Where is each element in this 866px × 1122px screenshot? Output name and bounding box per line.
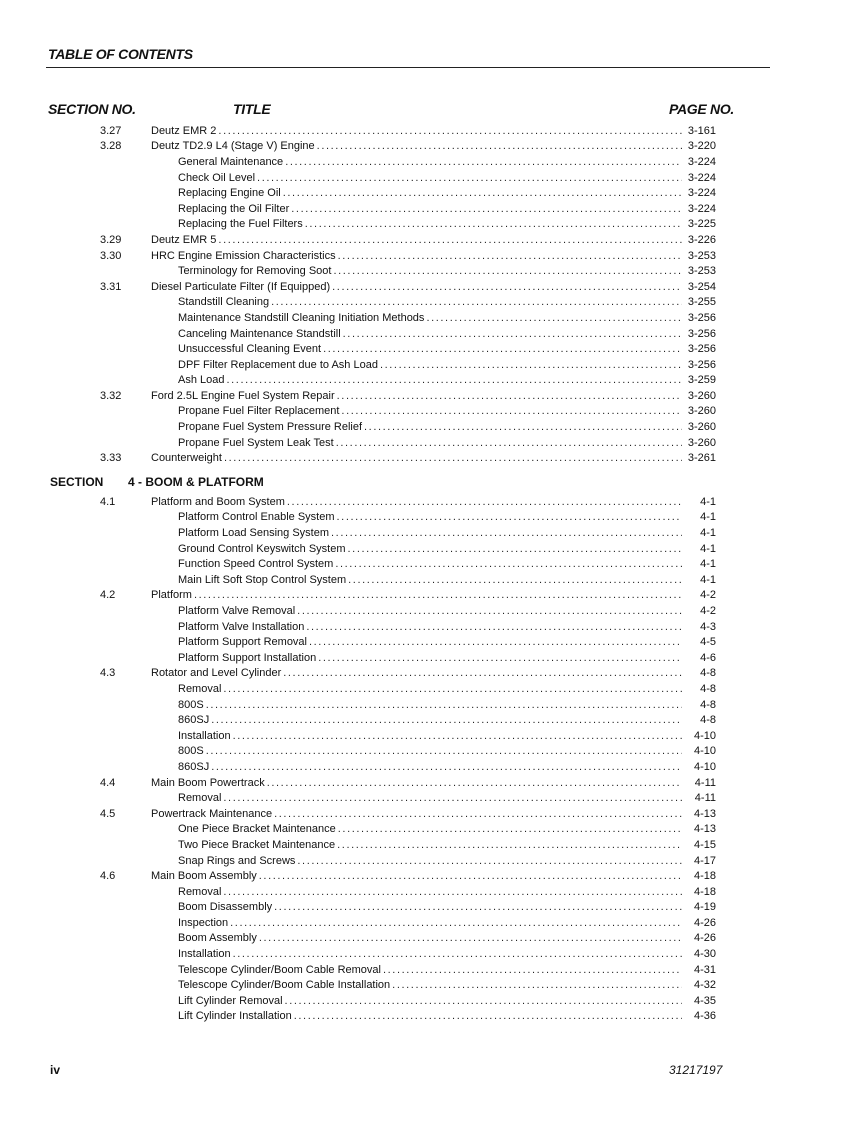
toc-entry-number: 3.33	[100, 452, 122, 465]
toc-entry-title: Boom Assembly	[178, 932, 257, 945]
toc-entry-title: Propane Fuel Filter Replacement	[178, 405, 340, 418]
dot-leader	[341, 404, 682, 420]
toc-entry-number: 3.28	[100, 140, 122, 153]
dot-leader	[323, 342, 682, 358]
toc-entry[interactable]	[0, 233, 866, 249]
toc-entry-title: Boom Disassembly	[178, 901, 273, 914]
toc-entry-number: 3.30	[100, 249, 122, 262]
toc-entry-page: 4-31	[693, 963, 716, 976]
dot-leader	[211, 713, 682, 729]
dot-leader	[392, 978, 682, 994]
dot-leader	[283, 666, 682, 682]
toc-entry[interactable]	[0, 916, 866, 932]
toc-entry[interactable]	[0, 358, 866, 374]
toc-entry-title: Deutz EMR 5	[151, 233, 217, 246]
toc-entry-page: 4-1	[700, 558, 716, 571]
dot-leader	[259, 931, 682, 947]
section-heading-label: SECTION	[50, 474, 104, 489]
toc-entry-page: 3-224	[687, 171, 716, 184]
toc-entry-page: 4-10	[693, 729, 716, 742]
dot-leader	[226, 373, 682, 389]
toc-entry-title: 800S	[178, 698, 204, 711]
toc-entry[interactable]	[0, 311, 866, 327]
toc-entry-title: 860SJ	[178, 760, 210, 773]
toc-entry-title: Platform Control Enable System	[178, 511, 335, 524]
toc-entry-page: 4-1	[700, 542, 716, 555]
toc-entry-title: Platform	[151, 589, 192, 602]
dot-leader	[274, 900, 682, 916]
toc-entry-title: One Piece Bracket Maintenance	[178, 823, 336, 836]
toc-entry-page: 4-26	[693, 932, 716, 945]
toc-entry-title: Terminology for Removing Soot	[178, 265, 332, 278]
toc-entry-page: 4-13	[693, 807, 716, 820]
toc-entry-page: 3-226	[687, 233, 716, 246]
column-header-page-no: PAGE NO.	[669, 101, 735, 117]
toc-entry-title: Ground Control Keyswitch System	[178, 542, 346, 555]
toc-entry[interactable]	[0, 389, 866, 405]
toc-entry-page: 4-1	[700, 495, 716, 508]
dot-leader	[331, 526, 682, 542]
toc-entry-page: 4-15	[693, 838, 716, 851]
dot-leader	[426, 311, 682, 327]
toc-entry[interactable]	[0, 620, 866, 636]
toc-entry-title: DPF Filter Replacement due to Ash Load	[178, 358, 378, 371]
toc-entry-title: Rotator and Level Cylinder	[151, 667, 282, 680]
dot-leader	[233, 947, 682, 963]
toc-entry-title: Platform Load Sensing System	[178, 527, 330, 540]
toc-entry-page: 3-224	[687, 155, 716, 168]
dot-leader	[337, 838, 682, 854]
toc-entry-title: Maintenance Standstill Cleaning Initiation Methods	[178, 311, 425, 324]
dot-leader	[336, 436, 682, 452]
dot-leader	[343, 327, 682, 343]
dot-leader	[297, 604, 682, 620]
dot-leader	[297, 854, 682, 870]
dot-leader	[259, 869, 682, 885]
toc-entries	[0, 124, 866, 1025]
dot-leader	[206, 744, 682, 760]
dot-leader	[271, 295, 682, 311]
toc-entry-title: Counterweight	[151, 452, 222, 465]
toc-entry-title: General Maintenance	[178, 155, 284, 168]
toc-entry-title: Ford 2.5L Engine Fuel System Repair	[151, 389, 335, 402]
toc-entry[interactable]	[0, 978, 866, 994]
toc-entry[interactable]	[0, 295, 866, 311]
dot-leader	[283, 186, 682, 202]
dot-leader	[348, 542, 682, 558]
toc-entry-page: 4-26	[693, 916, 716, 929]
dot-leader	[294, 1009, 682, 1025]
toc-entry-page: 3-253	[687, 249, 716, 262]
toc-entry[interactable]	[0, 838, 866, 854]
toc-entry-title: Installation	[178, 729, 231, 742]
dot-leader	[348, 573, 682, 589]
toc-entry[interactable]	[0, 510, 866, 526]
toc-entry-page: 4-6	[700, 651, 716, 664]
page-title: TABLE OF CONTENTS	[48, 46, 193, 62]
toc-entry-page: 3-254	[687, 280, 716, 293]
toc-entry[interactable]	[0, 651, 866, 667]
toc-entry-page: 3-256	[687, 327, 716, 340]
toc-entry-title: Lift Cylinder Installation	[178, 1010, 292, 1023]
toc-entry[interactable]	[0, 186, 866, 202]
toc-entry-page: 4-11	[694, 776, 716, 789]
toc-entry-page: 3-225	[687, 218, 716, 231]
toc-entry-page: 4-1	[700, 511, 716, 524]
toc-entry[interactable]	[0, 124, 866, 140]
toc-entry-number: 4.4	[100, 776, 116, 789]
toc-entry-number: 4.2	[100, 589, 116, 602]
toc-entry-title: Telescope Cylinder/Boom Cable Installation	[178, 979, 391, 992]
toc-entry-page: 4-2	[700, 605, 716, 618]
toc-entry-number: 3.29	[100, 233, 122, 246]
toc-entry-number: 4.5	[100, 807, 116, 820]
toc-entry-page: 4-2	[700, 589, 716, 602]
toc-entry-page: 4-10	[693, 745, 716, 758]
toc-entry-page: 3-260	[687, 389, 716, 402]
toc-entry-page: 4-3	[700, 620, 716, 633]
toc-entry[interactable]	[0, 557, 866, 573]
toc-entry[interactable]	[0, 217, 866, 233]
toc-entry-title: Two Piece Bracket Maintenance	[178, 838, 336, 851]
section-heading	[0, 467, 866, 495]
toc-entry-page: 3-256	[687, 358, 716, 371]
header-rule	[46, 67, 770, 68]
toc-entry-title: Installation	[178, 948, 231, 961]
toc-entry-page: 3-261	[687, 452, 716, 465]
column-header-title: TITLE	[233, 101, 271, 117]
dot-leader	[287, 495, 682, 511]
dot-leader	[206, 698, 682, 714]
toc-entry[interactable]	[0, 526, 866, 542]
dot-leader	[194, 588, 682, 604]
dot-leader	[223, 885, 682, 901]
toc-entry[interactable]	[0, 420, 866, 436]
toc-entry-title: Powertrack Maintenance	[151, 807, 273, 820]
dot-leader	[335, 557, 682, 573]
dot-leader	[337, 510, 682, 526]
toc-entry-number: 4.6	[100, 870, 116, 883]
toc-entry-number: 4.1	[100, 495, 116, 508]
toc-entry-title: Propane Fuel System Leak Test	[178, 436, 334, 449]
toc-entry-number: 3.31	[100, 280, 122, 293]
toc-entry-title: Platform Support Installation	[178, 651, 317, 664]
toc-entry[interactable]	[0, 760, 866, 776]
toc-entry[interactable]	[0, 327, 866, 343]
dot-leader	[230, 916, 682, 932]
toc-entry[interactable]	[0, 604, 866, 620]
toc-entry[interactable]	[0, 139, 866, 155]
dot-leader	[291, 202, 682, 218]
toc-entry[interactable]	[0, 744, 866, 760]
toc-entry-page: 4-1	[700, 573, 716, 586]
toc-entry-page: 4-8	[700, 714, 716, 727]
toc-entry[interactable]	[0, 963, 866, 979]
toc-entry-title: Standstill Cleaning	[178, 296, 270, 309]
toc-entry[interactable]	[0, 373, 866, 389]
toc-entry-title: 800S	[178, 745, 204, 758]
toc-entry-page: 3-224	[687, 187, 716, 200]
toc-entry-page: 3-259	[687, 374, 716, 387]
toc-entry[interactable]	[0, 900, 866, 916]
toc-entry-title: HRC Engine Emission Characteristics	[151, 249, 336, 262]
toc-entry[interactable]	[0, 807, 866, 823]
dot-leader	[285, 155, 682, 171]
toc-entry-page: 3-260	[687, 421, 716, 434]
toc-entry[interactable]	[0, 682, 866, 698]
toc-entry[interactable]	[0, 280, 866, 296]
toc-entry-title: Platform and Boom System	[151, 495, 285, 508]
toc-entry-title: Removal	[178, 792, 222, 805]
toc-entry[interactable]	[0, 588, 866, 604]
toc-entry-title: Platform Valve Removal	[178, 605, 296, 618]
toc-entry-page: 4-11	[694, 792, 716, 805]
toc-entry-title: Replacing the Fuel Filters	[178, 218, 303, 231]
toc-entry[interactable]	[0, 436, 866, 452]
toc-entry-title: 860SJ	[178, 714, 210, 727]
dot-leader	[380, 358, 682, 374]
dot-leader	[338, 822, 682, 838]
dot-leader	[317, 139, 682, 155]
toc-entry[interactable]	[0, 713, 866, 729]
dot-leader	[318, 651, 682, 667]
toc-entry-page: 3-255	[687, 296, 716, 309]
toc-entry-page: 3-260	[687, 436, 716, 449]
toc-entry-page: 3-161	[687, 124, 716, 137]
toc-entry-title: Unsuccessful Cleaning Event	[178, 343, 322, 356]
toc-entry-number: 3.32	[100, 389, 122, 402]
toc-entry-title: Replacing the Oil Filter	[178, 202, 290, 215]
toc-entry-title: Telescope Cylinder/Boom Cable Removal	[178, 963, 381, 976]
toc-entry[interactable]	[0, 249, 866, 265]
toc-entry-page: 4-8	[700, 698, 716, 711]
toc-entry-title: Propane Fuel System Pressure Relief	[178, 421, 363, 434]
dot-leader	[305, 217, 682, 233]
toc-entry-page: 4-36	[693, 1010, 716, 1023]
toc-entry-title: Main Boom Assembly	[151, 870, 257, 883]
toc-entry-page: 3-253	[687, 265, 716, 278]
dot-leader	[274, 807, 682, 823]
dot-leader	[223, 791, 682, 807]
dot-leader	[337, 389, 682, 405]
toc-entry-title: Main Boom Powertrack	[151, 776, 265, 789]
dot-leader	[211, 760, 682, 776]
footer-page-number: iv	[50, 1063, 61, 1077]
dot-leader	[218, 233, 682, 249]
toc-entry-title: Canceling Maintenance Standstill	[178, 327, 341, 340]
toc-entry[interactable]	[0, 542, 866, 558]
toc-entry-title: Main Lift Soft Stop Control System	[178, 573, 347, 586]
toc-entry[interactable]	[0, 451, 866, 467]
toc-entry-title: Deutz EMR 2	[151, 124, 217, 137]
toc-entry[interactable]	[0, 1009, 866, 1025]
toc-entry[interactable]	[0, 495, 866, 511]
toc-entry[interactable]	[0, 155, 866, 171]
toc-entry-title: Check Oil Level	[178, 171, 256, 184]
dot-leader	[383, 963, 682, 979]
dot-leader	[285, 994, 682, 1010]
toc-entry[interactable]	[0, 264, 866, 280]
toc-entry[interactable]	[0, 342, 866, 358]
toc-entry-page: 4-19	[693, 901, 716, 914]
toc-entry-page: 4-18	[693, 870, 716, 883]
toc-entry[interactable]	[0, 869, 866, 885]
toc-entry[interactable]	[0, 666, 866, 682]
section-heading-title: 4 - BOOM & PLATFORM	[128, 474, 264, 489]
toc-entry-page: 4-10	[693, 760, 716, 773]
dot-leader	[223, 682, 682, 698]
dot-leader	[267, 776, 682, 792]
toc-entry[interactable]	[0, 931, 866, 947]
toc-entry[interactable]	[0, 947, 866, 963]
toc-entry[interactable]	[0, 729, 866, 745]
toc-entry[interactable]	[0, 791, 866, 807]
toc-entry-title: Deutz TD2.9 L4 (Stage V) Engine	[151, 140, 315, 153]
toc-entry-page: 4-30	[693, 948, 716, 961]
toc-entry-page: 3-260	[687, 405, 716, 418]
dot-leader	[257, 171, 682, 187]
dot-leader	[218, 124, 682, 140]
toc-entry-title: Ash Load	[178, 374, 225, 387]
toc-entry-page: 4-17	[693, 854, 716, 867]
dot-leader	[332, 280, 682, 296]
toc-entry-title: Replacing Engine Oil	[178, 187, 281, 200]
toc-entry-title: Platform Support Removal	[178, 636, 307, 649]
toc-entry-title: Platform Valve Installation	[178, 620, 305, 633]
toc-entry[interactable]	[0, 573, 866, 589]
toc-entry-page: 3-256	[687, 343, 716, 356]
toc-entry[interactable]	[0, 635, 866, 651]
toc-entry-page: 4-8	[700, 667, 716, 680]
dot-leader	[309, 635, 682, 651]
toc-entry-title: Removal	[178, 682, 222, 695]
toc-entry-page: 4-1	[700, 527, 716, 540]
toc-entry[interactable]	[0, 885, 866, 901]
toc-entry-page: 3-256	[687, 311, 716, 324]
toc-entry[interactable]	[0, 698, 866, 714]
toc-entry-page: 4-8	[700, 682, 716, 695]
dot-leader	[338, 249, 682, 265]
toc-entry[interactable]	[0, 854, 866, 870]
toc-entry[interactable]	[0, 202, 866, 218]
toc-entry-page: 3-220	[687, 140, 716, 153]
toc-entry-title: Diesel Particulate Filter (If Equipped)	[151, 280, 331, 293]
toc-entry-page: 4-5	[700, 636, 716, 649]
toc-entry-number: 3.27	[100, 124, 122, 137]
column-header-section-no: SECTION NO.	[48, 101, 136, 117]
toc-entry-title: Function Speed Control System	[178, 558, 334, 571]
toc-entry-number: 4.3	[100, 667, 116, 680]
toc-entry[interactable]	[0, 404, 866, 420]
dot-leader	[333, 264, 682, 280]
toc-entry-page: 4-32	[693, 979, 716, 992]
toc-entry-title: Inspection	[178, 916, 229, 929]
dot-leader	[233, 729, 682, 745]
toc-entry-page: 3-224	[687, 202, 716, 215]
toc-entry-page: 4-35	[693, 994, 716, 1007]
dot-leader	[224, 451, 682, 467]
toc-entry-title: Lift Cylinder Removal	[178, 994, 283, 1007]
footer-document-number: 31217197	[669, 1063, 723, 1077]
toc-entry-page: 4-18	[693, 885, 716, 898]
toc-entry[interactable]	[0, 776, 866, 792]
toc-entry[interactable]	[0, 822, 866, 838]
dot-leader	[306, 620, 682, 636]
dot-leader	[364, 420, 682, 436]
toc-entry[interactable]	[0, 171, 866, 187]
toc-entry[interactable]	[0, 994, 866, 1010]
toc-entry-title: Snap Rings and Screws	[178, 854, 296, 867]
toc-entry-page: 4-13	[693, 823, 716, 836]
toc-entry-title: Removal	[178, 885, 222, 898]
